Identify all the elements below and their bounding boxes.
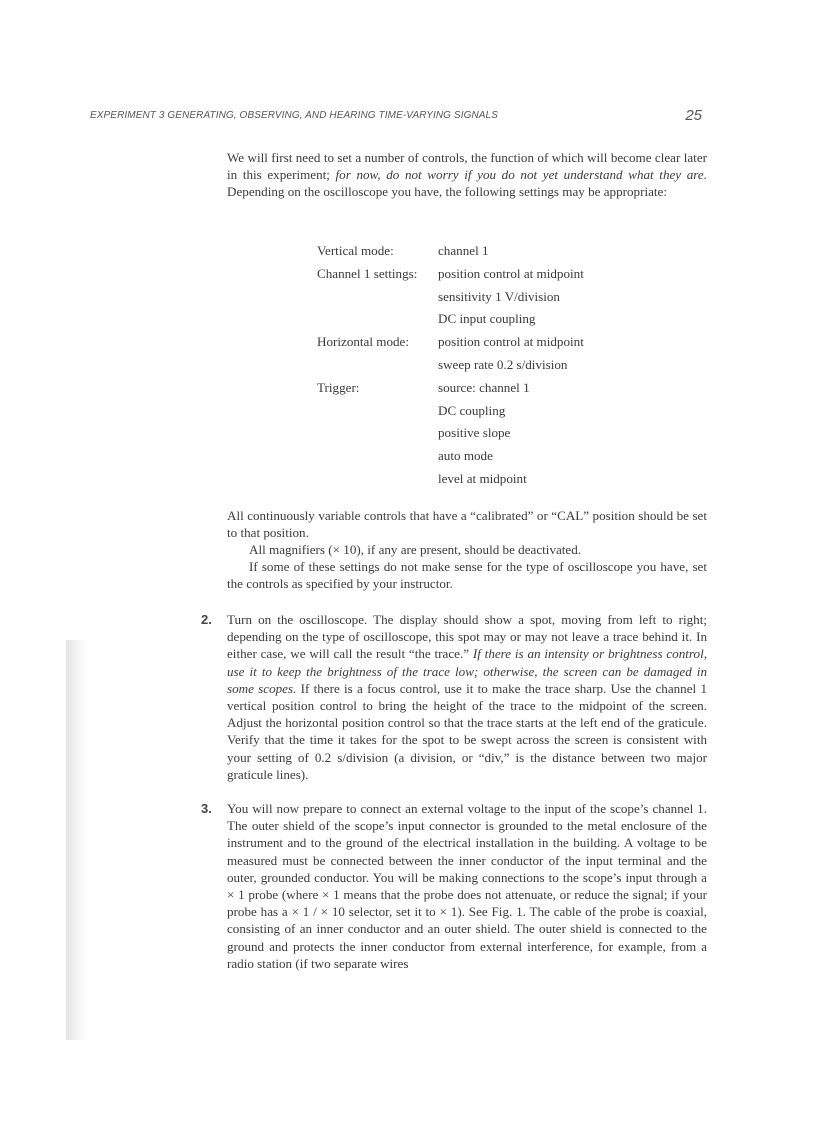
intro-emphasis: for now, do not worry if you do not yet understand what they are. (335, 167, 707, 183)
settings-row (317, 354, 584, 377)
settings-value: source: channel 1 (438, 379, 530, 395)
settings-row (317, 308, 584, 331)
chapter-title: EXPERIMENT 3 GENERATING, OBSERVING, AND HEARING TIME-VARYING SIGNALS (90, 110, 498, 121)
settings-value: positive slope (438, 425, 511, 441)
settings-value: channel 1 (438, 243, 489, 258)
step-2-text-start: Turn on the oscilloscope. The display should show a spot, moving from left to right; depending on the type of oscilloscope, this spot may or may not leave a trace behind it. In either case, we will call the result “the trace.” (227, 612, 707, 662)
settings-label (317, 400, 438, 423)
running-header (90, 107, 702, 127)
settings-value: auto mode (438, 448, 493, 464)
settings-value: DC coupling (438, 402, 506, 418)
settings-value: sensitivity 1 V/division (438, 288, 560, 304)
settings-row (317, 422, 584, 445)
step-3-paragraph: You will now prepare to connect an external voltage to the input of the scope’s channel 1. The outer shield of the scope’s input connector is grounded to the metal enclosure of the instrument and to the ground of the electrical installation in the building. A voltage to be measured must be connected between the inner conductor of the input terminal and the outer, grounded conductor. You will be making connections to the scope’s input through a × 1 probe (where × 1 means that the probe does not attenuate, or reduce the signal; if your probe has a × 1 / × 10 selector, set it to × 1). See Fig. 1. The cable of the probe is coaxial, consisting of an inner conductor and an outer shield. The outer shield is connected to the ground and protects the inner conductor from external interference, for example, from a radio station (if two separate wires (227, 801, 707, 971)
step-2-text-end: If there is a focus control, use it to make the trace sharp. Use the channel 1 vertical position control to bring the height of the trace to the midpoint of the screen. Adjust the horizontal position control so that the trace starts at the left end of the graticule. Verify that the time it takes for the spot to be swept across the screen is consistent with your setting of 0.2 s/division (a division, or “div,” is the distance between two major graticule lines). (227, 680, 707, 782)
settings-row (317, 400, 584, 423)
settings-label: Trigger: (317, 379, 360, 395)
settings-row (317, 286, 584, 309)
settings-label: Horizontal mode: (317, 334, 409, 350)
settings-value: level at midpoint (438, 470, 527, 486)
settings-label: Vertical mode: (317, 243, 394, 258)
settings-row (317, 263, 584, 286)
instructor-paragraph: If some of these settings do not make sense for the type of oscilloscope you have, set the controls as specified by your instructor. (227, 559, 707, 592)
settings-label (317, 445, 438, 468)
calibrated-controls-paragraph: All continuously variable controls that have a “calibrated” or “CAL” position should be set to that position. (227, 508, 707, 541)
settings-table (317, 240, 584, 491)
settings-row (317, 331, 584, 354)
step-2-warning: If there is an intensity or brightness control, use it to keep the brightness of the trace low; otherwise, the screen can be damaged in some scopes. (227, 646, 707, 696)
step-2-number: 2. (201, 612, 212, 627)
settings-row (317, 468, 584, 491)
settings-label (317, 354, 438, 377)
intro-text-start: We will first need to set a number of controls, the function of which will become clear later in this experiment; (227, 150, 707, 183)
settings-row (317, 377, 584, 400)
intro-text-end: Depending on the oscilloscope you have, the following settings may be appropriate: (227, 184, 667, 200)
scanned-page-edge-shadow (66, 640, 88, 1040)
settings-value: position control at midpoint (438, 265, 584, 281)
settings-row (317, 240, 584, 263)
settings-label (317, 308, 438, 331)
step-2-paragraph (227, 611, 707, 783)
settings-value: DC input coupling (438, 311, 536, 327)
settings-value: position control at midpoint (438, 334, 584, 350)
settings-row (317, 445, 584, 468)
settings-label (317, 422, 438, 445)
settings-label (317, 468, 438, 491)
settings-label (317, 286, 438, 309)
settings-label: Channel 1 settings: (317, 265, 418, 281)
magnifiers-paragraph: All magnifiers (× 10), if any are present, should be deactivated. (249, 542, 582, 557)
page-number: 25 (685, 107, 702, 124)
settings-value: sweep rate 0.2 s/division (438, 356, 568, 372)
intro-paragraph (227, 149, 707, 201)
step-3-number: 3. (201, 801, 212, 816)
